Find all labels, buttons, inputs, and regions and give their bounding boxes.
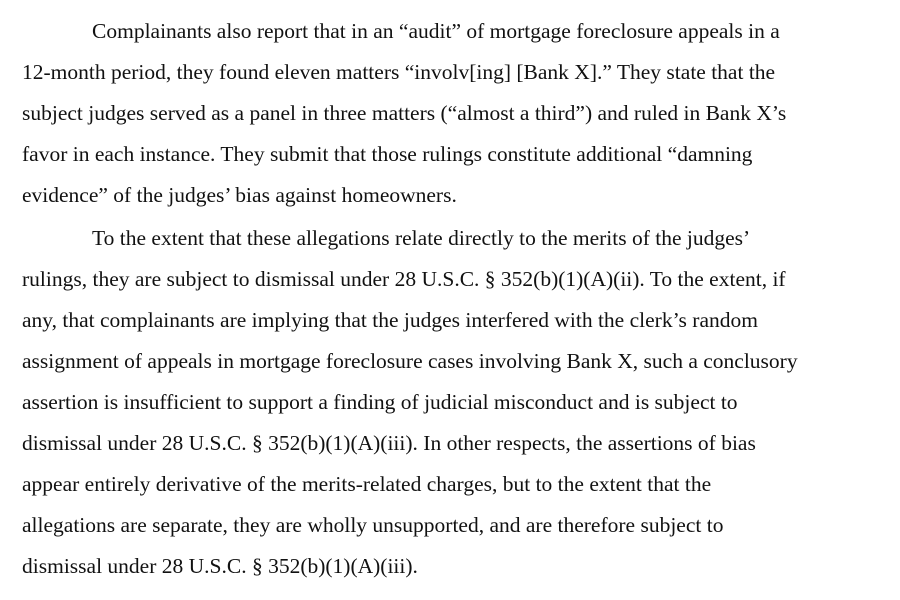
text-line: dismissal under 28 U.S.C. § 352(b)(1)(A)(iii).: [22, 554, 418, 578]
text-line: dismissal under 28 U.S.C. § 352(b)(1)(A)(iii). In other respects, the assertions of bias: [22, 431, 756, 455]
text-line: subject judges served as a panel in three matters (“almost a third”) and ruled in Bank X’s: [22, 101, 787, 125]
text-line: appear entirely derivative of the merits-related charges, but to the extent that the: [22, 472, 712, 496]
text-line: rulings, they are subject to dismissal under 28 U.S.C. § 352(b)(1)(A)(ii). To the extent, if: [22, 267, 786, 291]
text-line: assignment of appeals in mortgage foreclosure cases involving Bank X, such a conclusory: [22, 349, 798, 373]
text-line: evidence” of the judges’ bias against homeowners.: [22, 183, 457, 207]
text-line: favor in each instance. They submit that those rulings constitute additional “damning: [22, 142, 753, 166]
text-line: any, that complainants are implying that the judges interfered with the clerk’s random: [22, 308, 758, 332]
text-line: 12-month period, they found eleven matters “involv[ing] [Bank X].” They state that the: [22, 60, 776, 84]
text-line: allegations are separate, they are wholly unsupported, and are therefore subject to: [22, 513, 724, 537]
text-line: Complainants also report that in an “audit” of mortgage foreclosure appeals in a: [92, 19, 780, 43]
text-line: assertion is insufficient to support a finding of judicial misconduct and is subject to: [22, 390, 738, 414]
text-line: To the extent that these allegations relate directly to the merits of the judges’: [92, 226, 751, 250]
